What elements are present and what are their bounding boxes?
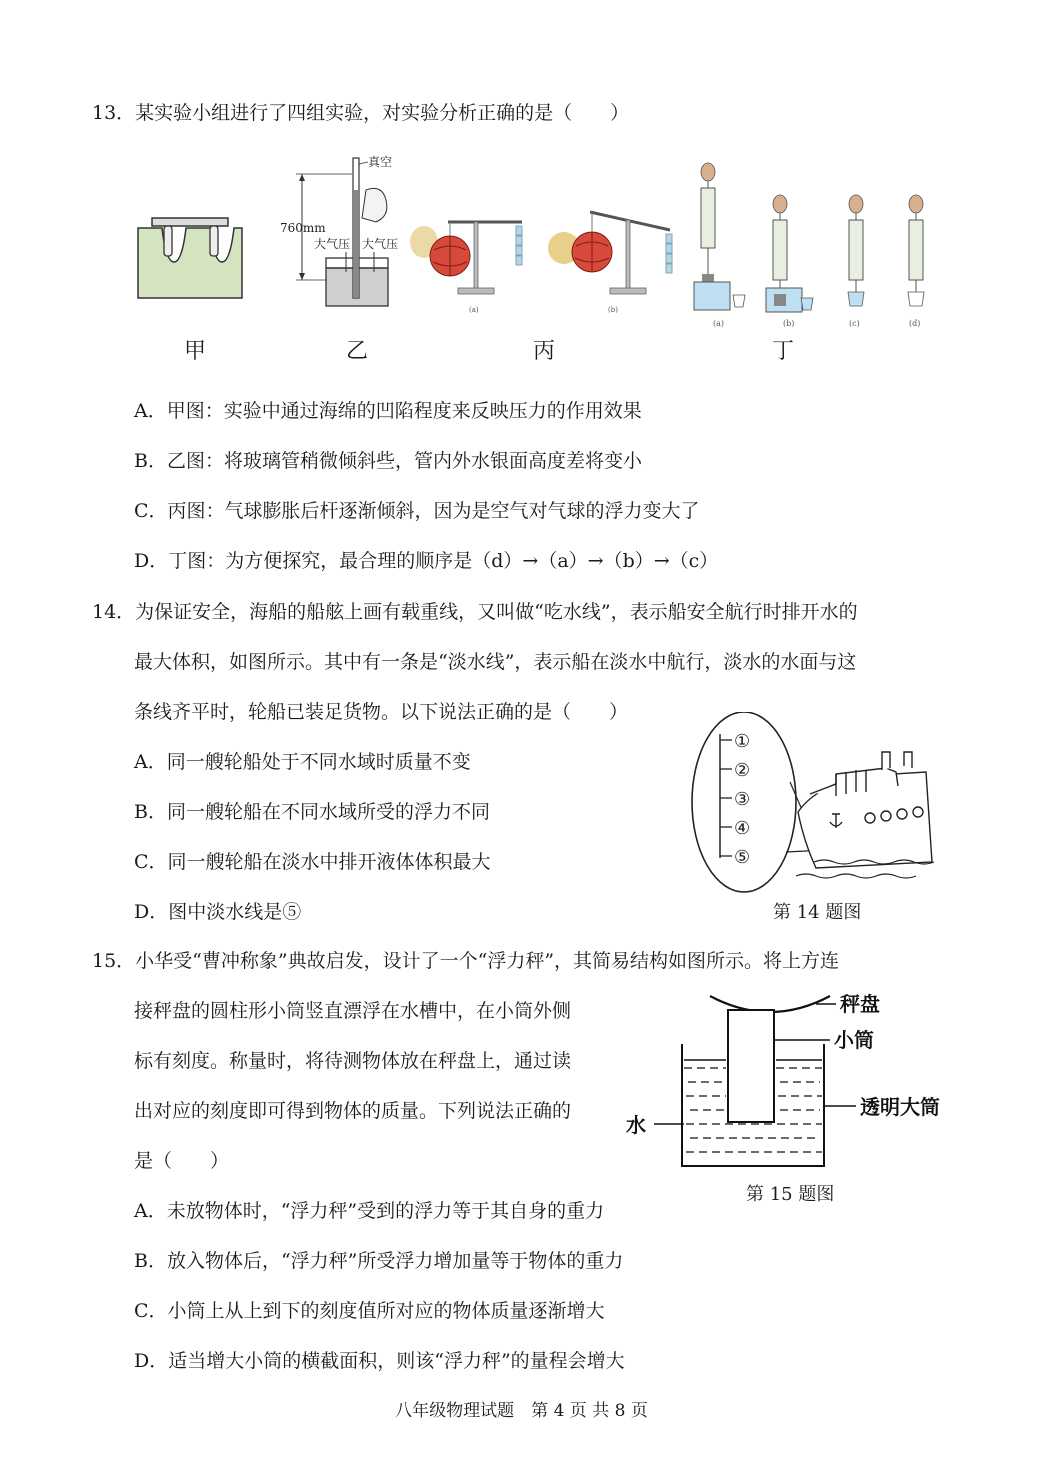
ding-sub-d: (d) — [909, 319, 921, 328]
q14-option-c: C．同一艘轮船在淡水中排开液体体积最大 — [134, 851, 491, 873]
label-ding: 丁 — [772, 339, 795, 364]
marker-2: ② — [734, 760, 751, 781]
water-label: 水 — [626, 1113, 646, 1137]
ding-sub-c: (c) — [849, 319, 860, 328]
page-footer: 八年级物理试题 第 4 页 共 8 页 — [395, 1401, 648, 1421]
q13-option-b: B．乙图：将玻璃管稍微倾斜些，管内外水银面高度差将变小 — [134, 450, 642, 472]
q13-option-d: D．丁图：为方便探究，最合理的顺序是（d）→（a）→（b）→（c） — [134, 550, 719, 572]
q14-figure — [686, 712, 946, 896]
pan-label: 秤盘 — [840, 992, 880, 1016]
q14-option-a: A．同一艘轮船处于不同水域时质量不变 — [134, 751, 471, 773]
q15-stem-line-3: 标有刻度。称量时，将待测物体放在秤盘上，通过读 — [134, 1050, 572, 1072]
pressure-right-label: 大气压 — [362, 237, 399, 251]
tube-label: 小筒 — [834, 1028, 874, 1052]
marker-4: ④ — [734, 818, 751, 839]
sponge-experiment — [138, 218, 242, 298]
q15-option-c: C．小筒上从上到下的刻度值所对应的物体质量逐渐增大 — [134, 1300, 605, 1322]
q14-option-d: D．图中淡水线是⑤ — [134, 901, 302, 923]
marker-1: ① — [734, 731, 751, 752]
q14-figure-caption: 第 14 题图 — [773, 902, 862, 923]
label-yi: 乙 — [346, 339, 369, 364]
marker-3: ③ — [734, 789, 751, 810]
vacuum-label: 真空 — [368, 155, 393, 169]
ding-sub-a: (a) — [713, 319, 725, 328]
q13-figure — [130, 150, 950, 370]
torricelli-experiment — [280, 154, 398, 306]
label-bing: 丙 — [533, 339, 556, 364]
q15-stem-line-2: 接秤盘的圆柱形小筒竖直漂浮在水槽中，在小筒外侧 — [134, 1000, 572, 1022]
ship-load-line-drawing — [686, 712, 946, 896]
q13-option-c: C．丙图：气球膨胀后杆逐渐倾斜，因为是空气对气球的浮力变大了 — [134, 500, 700, 522]
spring-scales — [694, 163, 924, 328]
q15-stem-line-1: 15．小华受“曹冲称象”典故启发，设计了一个“浮力秤”，其简易结构如图所示。将上方连 — [92, 950, 840, 972]
height-label: 760mm — [280, 221, 326, 235]
bing-sub-b: (b) — [608, 306, 618, 314]
balance-experiment-b — [548, 212, 672, 314]
cylinder-label: 透明大筒 — [860, 1095, 940, 1119]
q15-figure-caption: 第 15 题图 — [746, 1184, 835, 1205]
q15-figure — [620, 984, 960, 1174]
q15-stem-line-4: 出对应的刻度即可得到物体的质量。下列说法正确的 — [134, 1100, 572, 1122]
ship-icon — [798, 752, 932, 868]
pressure-left-label: 大气压 — [314, 237, 351, 251]
q14-option-b: B．同一艘轮船在不同水域所受的浮力不同 — [134, 801, 490, 823]
q14-stem-line-2: 最大体积，如图所示。其中有一条是“淡水线”，表示船在淡水中航行，淡水的水面与这 — [134, 651, 857, 673]
q15-option-d: D．适当增大小筒的横截面积，则该“浮力秤”的量程会增大 — [134, 1350, 625, 1372]
q14-stem-line-1: 14．为保证安全，海船的船舷上画有载重线，又叫做“吃水线”，表示船安全航行时排开水的 — [92, 601, 858, 623]
small-tube — [728, 1010, 774, 1122]
q15-option-b: B．放入物体后，“浮力秤”所受浮力增加量等于物体的重力 — [134, 1250, 624, 1272]
marker-5: ⑤ — [734, 847, 751, 868]
bing-sub-a: (a) — [469, 306, 479, 314]
buoyancy-scale-drawing — [620, 984, 960, 1174]
q15-option-a: A．未放物体时，“浮力秤”受到的浮力等于其自身的重力 — [134, 1200, 605, 1222]
q13-option-a: A．甲图：实验中通过海绵的凹陷程度来反映压力的作用效果 — [134, 400, 642, 422]
q13-stem: 13．某实验小组进行了四组实验，对实验分析正确的是（ ） — [92, 102, 630, 124]
q14-stem-line-3: 条线齐平时，轮船已装足货物。以下说法正确的是（ ） — [134, 701, 629, 723]
label-jia: 甲 — [184, 339, 207, 364]
balance-experiment-a — [410, 222, 522, 314]
q15-stem-line-5: 是（ ） — [134, 1150, 230, 1172]
ding-sub-b: (b) — [783, 319, 795, 328]
